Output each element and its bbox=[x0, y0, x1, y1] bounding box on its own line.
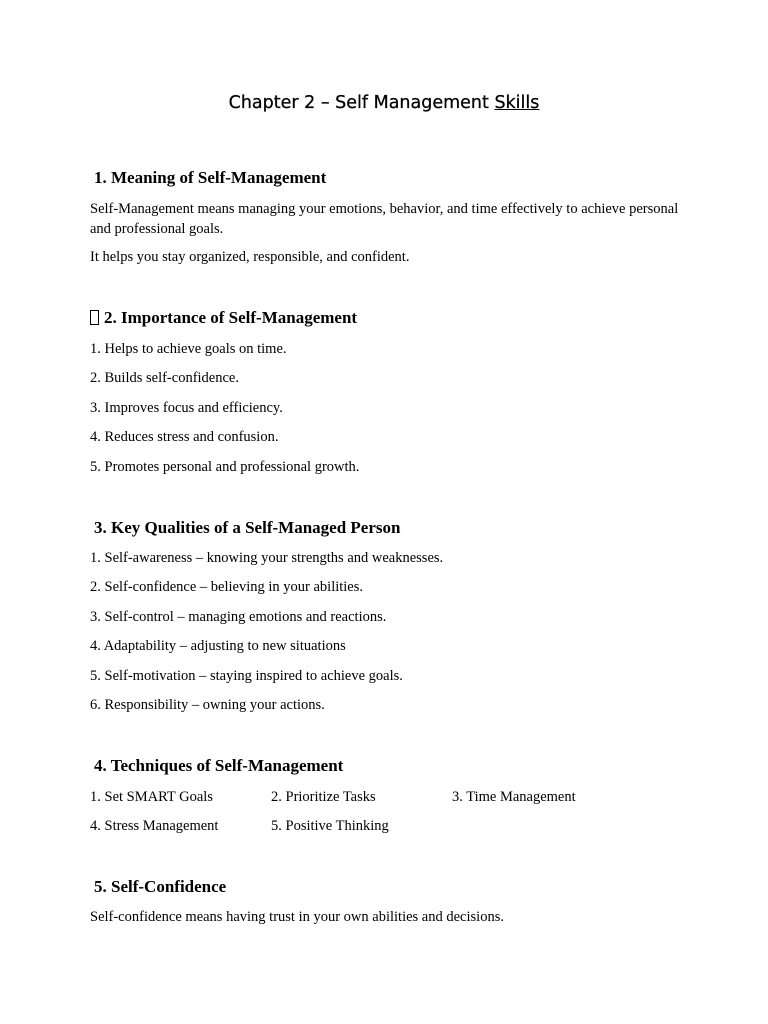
importance-heading-text: 2. Importance of Self-Management bbox=[104, 308, 358, 327]
section-heading-importance bbox=[90, 308, 357, 328]
section-heading-qualities: 3. Key Qualities of a Self-Managed Person bbox=[94, 518, 401, 537]
importance-item: 5. Promotes personal and professional growth. bbox=[90, 459, 360, 475]
page-title bbox=[0, 93, 768, 113]
meaning-paragraph-1: Self-Management means managing your emotions, behavior, and time effectively to achieve personal and professional goals. bbox=[90, 201, 679, 237]
section-heading-techniques: 4. Techniques of Self-Management bbox=[94, 756, 344, 775]
importance-item: 1. Helps to achieve goals on time. bbox=[90, 341, 287, 357]
importance-item: 4. Reduces stress and confusion. bbox=[90, 429, 279, 445]
meaning-paragraph-2: It helps you stay organized, responsible, and confident. bbox=[90, 249, 410, 265]
qualities-item: 2. Self-confidence – believing in your abilities. bbox=[90, 579, 364, 595]
section-heading-meaning: 1. Meaning of Self-Management bbox=[94, 168, 327, 187]
qualities-item: 1. Self-awareness – knowing your strengths and weaknesses. bbox=[90, 550, 444, 566]
technique-item: 5. Positive Thinking bbox=[271, 818, 389, 834]
missing-glyph-icon bbox=[90, 310, 99, 325]
technique-item: 2. Prioritize Tasks bbox=[271, 789, 376, 805]
technique-item: 1. Set SMART Goals bbox=[90, 789, 213, 805]
importance-item: 2. Builds self-confidence. bbox=[90, 370, 239, 386]
importance-item: 3. Improves focus and efficiency. bbox=[90, 400, 283, 416]
qualities-item: 3. Self-control – managing emotions and reactions. bbox=[90, 609, 387, 625]
qualities-item: 4. Adaptability – adjusting to new situations bbox=[90, 638, 346, 654]
title-prefix: Chapter 2 – Self Management bbox=[228, 93, 495, 113]
technique-item: 3. Time Management bbox=[452, 789, 576, 805]
title-underlined-word: Skills bbox=[494, 93, 540, 113]
technique-item: 4. Stress Management bbox=[90, 818, 219, 834]
confidence-paragraph-1: Self-confidence means having trust in your own abilities and decisions. bbox=[90, 909, 504, 925]
qualities-item: 5. Self-motivation – staying inspired to achieve goals. bbox=[90, 668, 403, 684]
qualities-item: 6. Responsibility – owning your actions. bbox=[90, 697, 325, 713]
section-heading-confidence: 5. Self-Confidence bbox=[94, 877, 227, 896]
